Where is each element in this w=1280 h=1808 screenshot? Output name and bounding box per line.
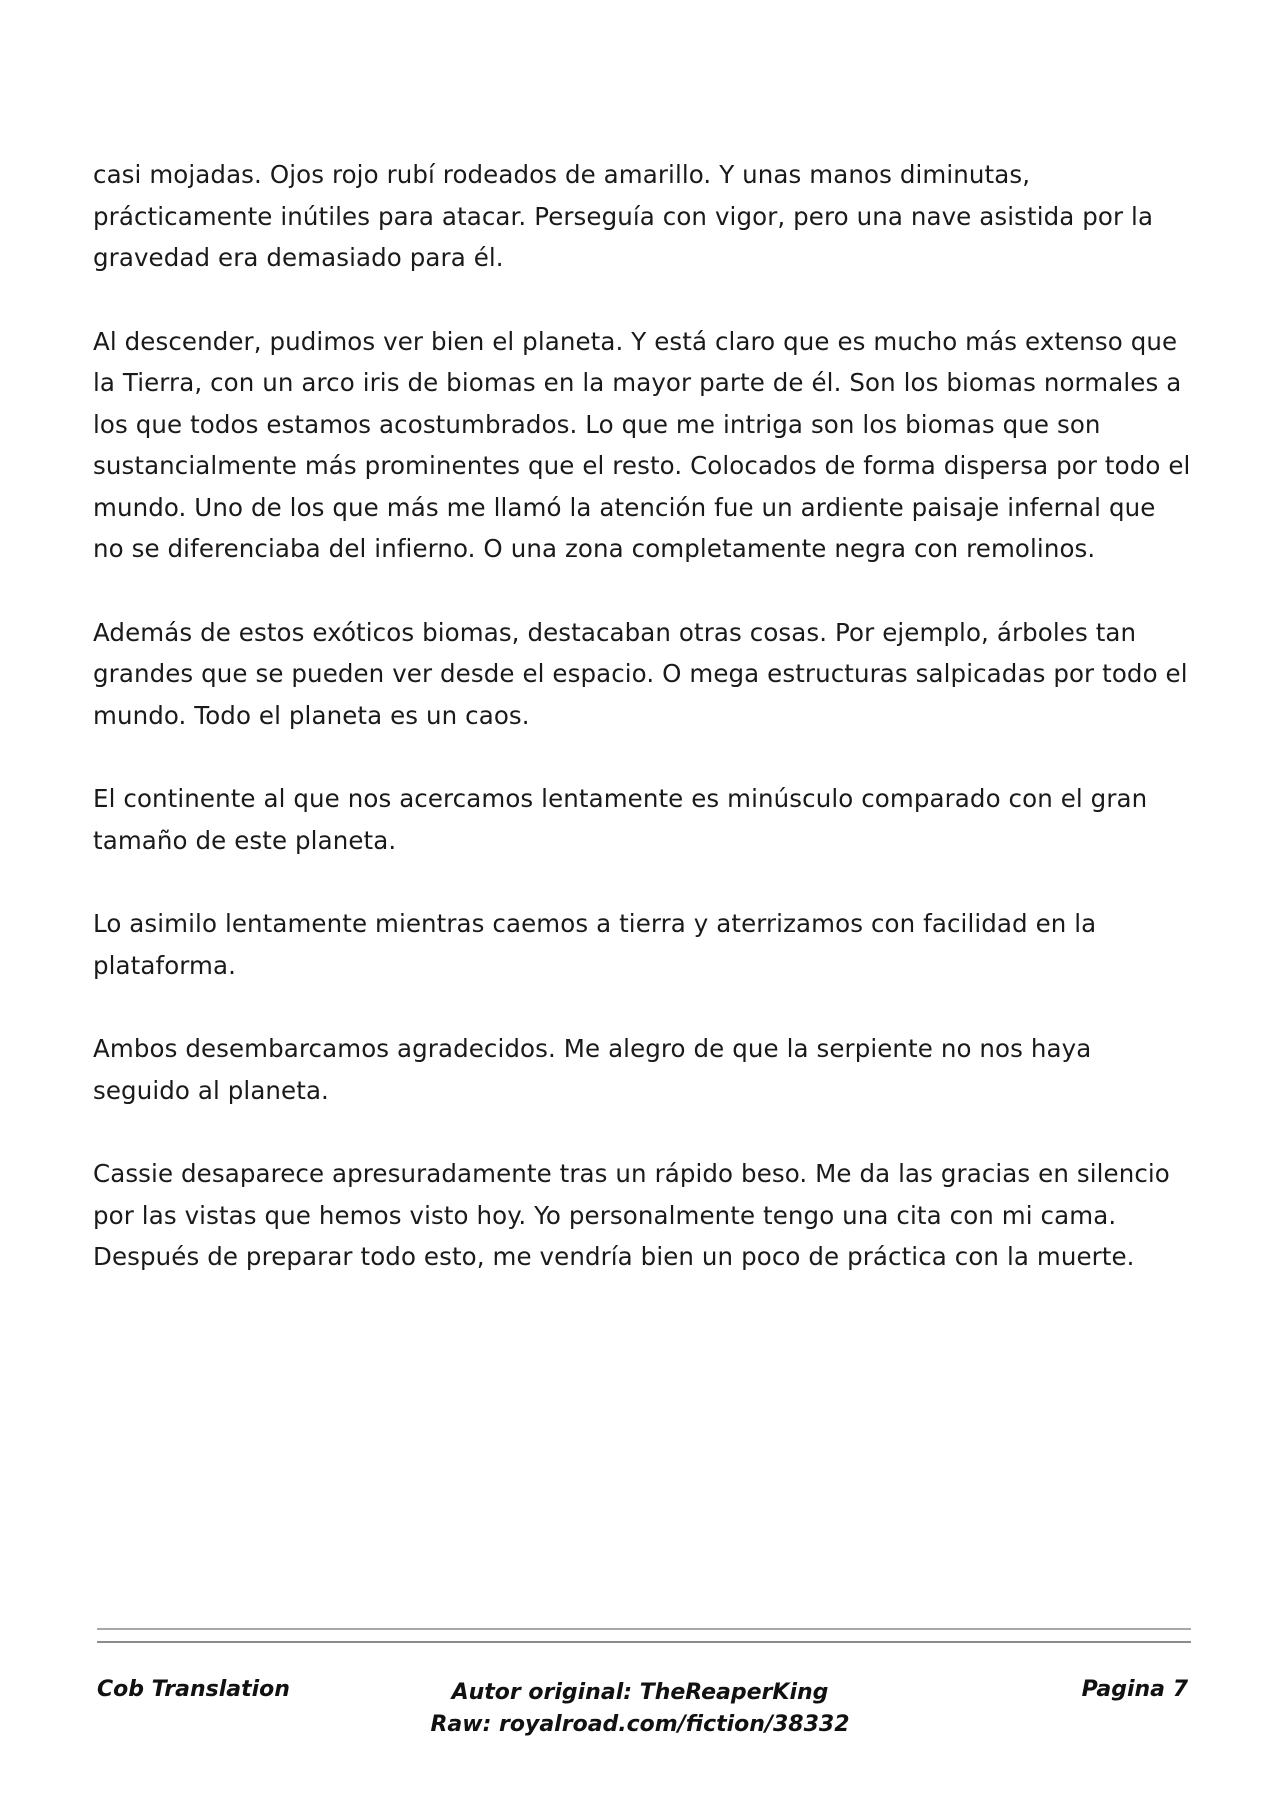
paragraph-5: Lo asimilo lentamente mientras caemos a tierra y aterrizamos con facilidad en la plataforma.	[93, 909, 1097, 980]
paragraph-1: casi mojadas. Ojos rojo rubí rodeados de amarillo. Y unas manos diminutas, prácticamente inútiles para atacar. Perseguía con vigor, pero una nave asistida por la gravedad era demasiado para él.	[93, 160, 1154, 272]
footer-divider-top	[97, 1628, 1191, 1630]
body-text	[93, 154, 1193, 1320]
footer-page-number: Pagina 7	[1081, 1677, 1188, 1702]
footer-raw-source: Raw: royalroad.com/fiction/38332	[430, 1712, 850, 1737]
footer-translator: Cob Translation	[97, 1677, 290, 1702]
paragraph-6: Ambos desembarcamos agradecidos. Me alegro de que la serpiente no nos haya seguido al planeta.	[93, 1034, 1092, 1105]
paragraph-3: Además de estos exóticos biomas, destacaban otras cosas. Por ejemplo, árboles tan grandes que se pueden ver desde el espacio. O mega estructuras salpicadas por todo el mundo. Todo el planeta es un caos.	[93, 617, 1188, 730]
footer-credits	[430, 1677, 850, 1741]
paragraph-4: El continente al que nos acercamos lentamente es minúsculo comparado con el gran tamaño de este planeta.	[93, 784, 1148, 855]
footer-divider-bottom	[97, 1641, 1191, 1643]
paragraph-2: Al descender, pudimos ver bien el planeta. Y está claro que es mucho más extenso que la Tierra, con un arco iris de biomas en la mayor parte de él. Son los biomas normales a los que todos estamos acostumbrados. Lo que me intriga son los biomas que son sustancialmente más prominentes que el resto. Colocados de forma dispersa por todo el mundo. Uno de los que más me llamó la atención fue un ardiente paisaje infernal que no se diferenciaba del infierno. O una zona completamente negra con remolinos.	[93, 326, 1191, 563]
footer-author: Autor original: TheReaperKing	[451, 1680, 829, 1705]
paragraph-7: Cassie desaparece apresuradamente tras un rápido beso. Me da las gracias en silencio por las vistas que hemos visto hoy. Yo personalmente tengo una cita con mi cama. Después de preparar todo esto, me vendría bien un poco de práctica con la muerte.	[93, 1159, 1170, 1271]
